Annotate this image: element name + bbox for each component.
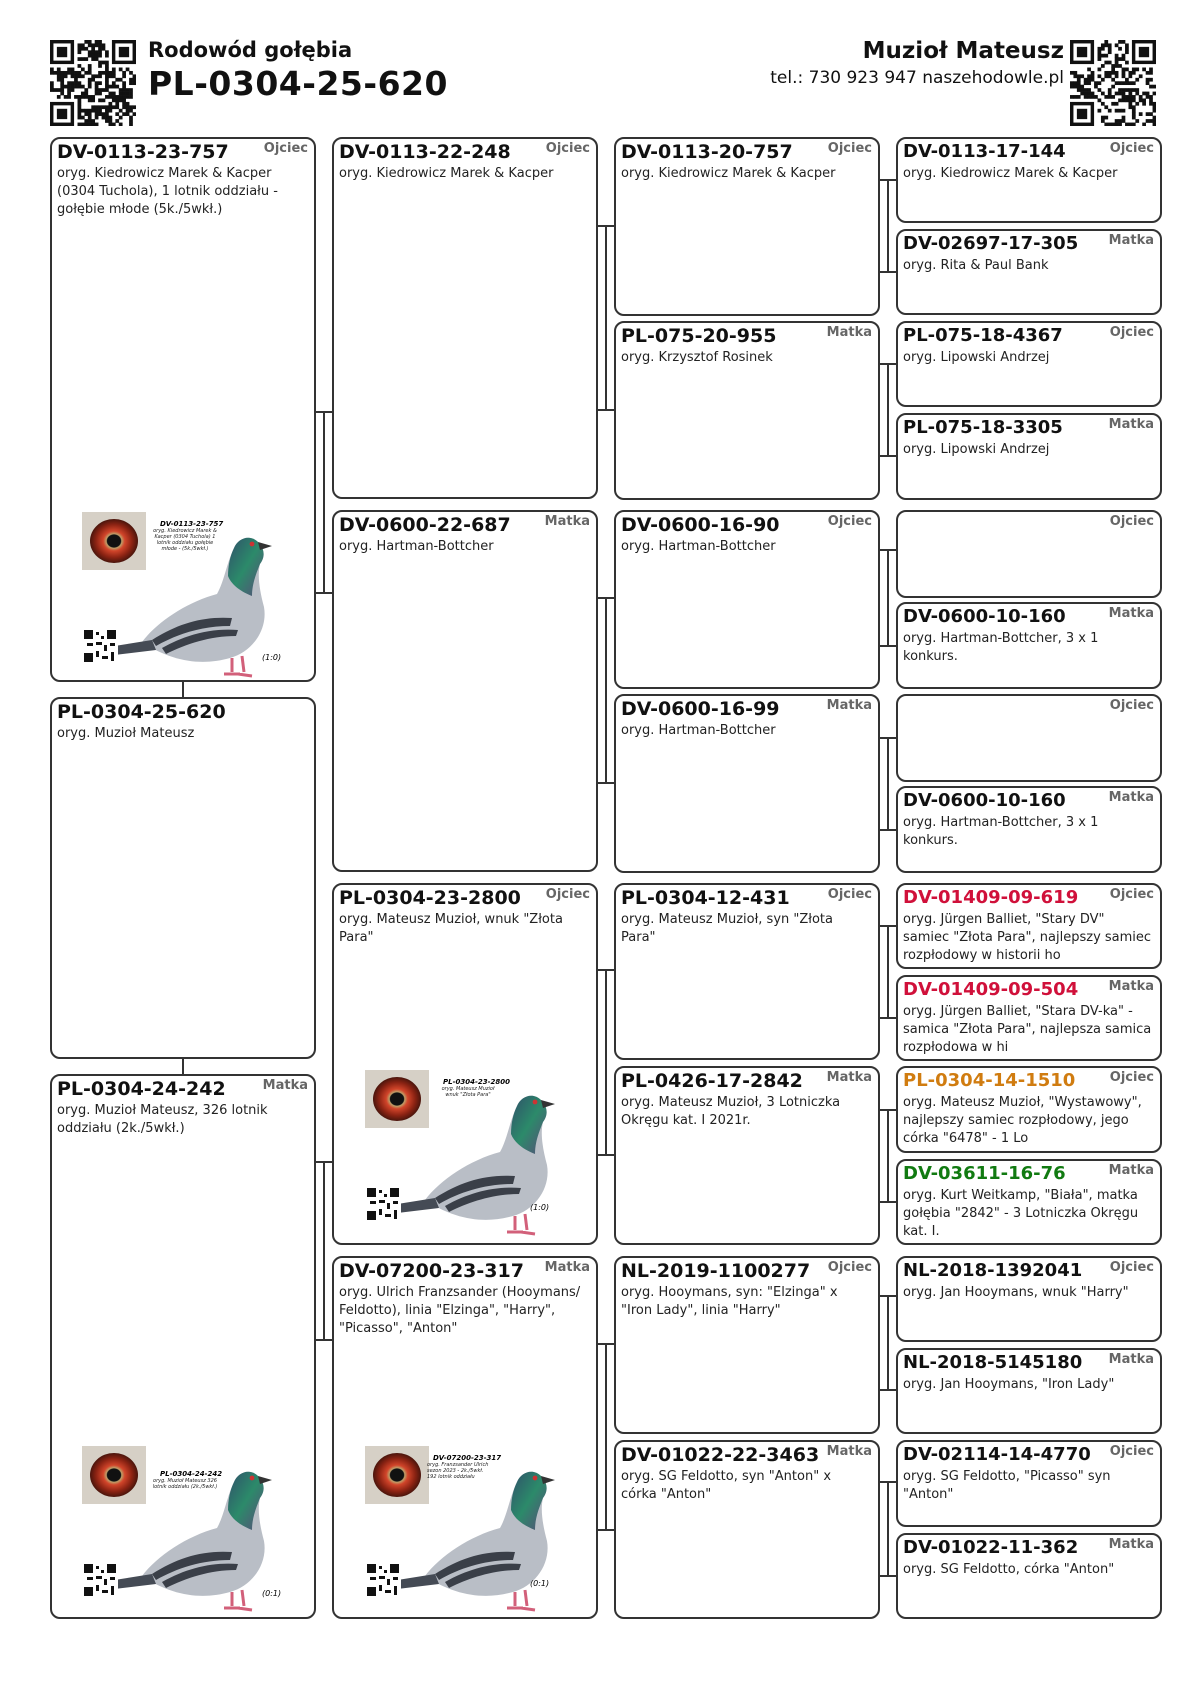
ring-number: DV-0113-20-757 — [621, 141, 793, 163]
pedigree-card-great-grandparent — [614, 1066, 880, 1245]
breeder-contact: tel.: 730 923 947 naszehodowle.pl — [770, 68, 1064, 88]
role-label: Matka — [1108, 233, 1154, 248]
card-description: oryg. Hooymans, syn: "Elzinga" x "Iron Lady", linia "Harry" — [621, 1285, 838, 1318]
card-description: oryg. SG Feldotto, "Picasso" syn "Anton" — [903, 1469, 1111, 1502]
ring-number: DV-0600-16-99 — [621, 698, 780, 720]
pedigree-card-ancestor — [896, 1256, 1162, 1342]
ring-number: PL-0304-23-2800 — [339, 887, 521, 909]
pedigree-card-ancestor — [896, 510, 1162, 598]
ring-number: DV-01409-09-619 — [903, 887, 1079, 908]
pedigree-card-great-grandparent — [614, 883, 880, 1060]
role-label: Ojciec — [827, 1260, 872, 1275]
ring-number: DV-01022-11-362 — [903, 1537, 1079, 1558]
pedigree-card-ancestor — [896, 1533, 1162, 1619]
ring-number: PL-0304-14-1510 — [903, 1070, 1076, 1091]
pedigree-card-ancestor — [896, 975, 1162, 1061]
ring-number: DV-0600-22-687 — [339, 514, 511, 536]
pedigree-card-ancestor — [896, 1440, 1162, 1527]
role-label: Matka — [1108, 417, 1154, 432]
ring-number: DV-0113-23-757 — [57, 141, 229, 163]
card-description: oryg. Lipowski Andrzej — [903, 442, 1050, 457]
role-label: Matka — [826, 1070, 872, 1085]
photo-ring: DV-0113-23-757 — [160, 520, 224, 528]
ring-number: DV-0113-22-248 — [339, 141, 511, 163]
card-description: oryg. Jürgen Balliet, "Stary DV" samiec "Złota Para", najlepszy samiec rozpłodowy w historii ho — [903, 912, 1152, 963]
photo-caption: oryg. Muzioł Mateusz 326 lotnik oddziału (2k./5wkł.) — [152, 1478, 218, 1490]
pedigree-card-great-grandparent — [614, 137, 880, 316]
card-description: oryg. Mateusz Muzioł, syn "Złota Para" — [621, 912, 833, 945]
ring-number: DV-01409-09-504 — [903, 979, 1079, 1000]
card-description: oryg. Mateusz Muzioł, "Wystawowy", najlepszy samiec rozpłodowy, jego córka "6478" - 1 Lo — [903, 1095, 1142, 1146]
photo-score: (1:0) — [262, 653, 282, 662]
pigeon-photo — [82, 1446, 287, 1616]
pedigree-card-ancestor — [896, 1348, 1162, 1434]
card-description: oryg. Mateusz Muzioł, wnuk "Złota Para" — [339, 912, 563, 945]
role-label: Matka — [1108, 979, 1154, 994]
pedigree-card-ancestor — [896, 321, 1162, 407]
ring-number: DV-02114-14-4770 — [903, 1444, 1091, 1465]
card-description: oryg. Krzysztof Rosinek — [621, 350, 773, 365]
ring-number: PL-075-18-3305 — [903, 417, 1063, 438]
photo-score: (1:0) — [530, 1203, 550, 1212]
ring-number: DV-0600-10-160 — [903, 790, 1066, 811]
pigeon-photo — [365, 1070, 570, 1240]
card-description: oryg. Kiedrowicz Marek & Kacper — [339, 166, 554, 181]
card-description: oryg. Hartman-Bottcher, 3 x 1 konkurs. — [903, 815, 1099, 848]
pedigree-card-ancestor — [896, 1066, 1162, 1153]
role-label: Ojciec — [1109, 325, 1154, 340]
pedigree-card-ancestor — [896, 786, 1162, 873]
card-description: oryg. Hartman-Bottcher — [339, 539, 494, 554]
role-label: Matka — [826, 325, 872, 340]
role-label: Ojciec — [263, 141, 308, 156]
ring-number: NL-2018-5145180 — [903, 1352, 1083, 1373]
card-description: oryg. Jürgen Balliet, "Stara DV-ka" - samica "Złota Para", najlepsza samica rozpłodowa w hi — [903, 1004, 1152, 1055]
page-title: Rodowód gołębia — [148, 38, 353, 62]
ring-number: PL-0304-24-242 — [57, 1078, 226, 1100]
role-label: Ojciec — [1109, 1070, 1154, 1085]
photo-ring: DV-07200-23-317 — [433, 1454, 502, 1462]
role-label: Ojciec — [1109, 141, 1154, 156]
pedigree-card-great-grandparent — [614, 510, 880, 689]
ring-number: PL-0304-12-431 — [621, 887, 790, 909]
card-description: oryg. Kiedrowicz Marek & Kacper (0304 Tuchola), 1 lotnik oddziału - gołębie młode (5k./5wkł.) — [57, 166, 278, 217]
role-label: Matka — [262, 1078, 308, 1093]
photo-score: (0:1) — [262, 1589, 282, 1598]
role-label: Ojciec — [827, 141, 872, 156]
pedigree-card-ancestor — [896, 883, 1162, 969]
ring-number: DV-03611-16-76 — [903, 1163, 1066, 1184]
card-description: oryg. Jan Hooymans, wnuk "Harry" — [903, 1285, 1129, 1300]
card-description: oryg. Muzioł Mateusz, 326 lotnik oddziału (2k./5wkł.) — [57, 1103, 268, 1136]
pedigree-card-ancestor — [896, 602, 1162, 689]
role-label: Matka — [1108, 606, 1154, 621]
ring-number: DV-01022-22-3463 — [621, 1444, 820, 1466]
role-label: Matka — [1108, 1163, 1154, 1178]
role-label: Matka — [544, 1260, 590, 1275]
card-description: oryg. Kiedrowicz Marek & Kacper — [903, 166, 1118, 181]
pedigree-card-ancestor — [896, 1159, 1162, 1245]
pigeon-photo — [365, 1446, 570, 1616]
ring-number: NL-2018-1392041 — [903, 1260, 1083, 1281]
card-description: oryg. Hartman-Bottcher — [621, 539, 776, 554]
photo-caption: oryg. Mateusz Muzioł wnuk "Złota Para" — [441, 1086, 495, 1098]
card-description: oryg. Muzioł Mateusz — [57, 726, 195, 741]
card-description: oryg. Hartman-Bottcher — [621, 723, 776, 738]
card-description: oryg. Rita & Paul Bank — [903, 258, 1049, 273]
card-description: oryg. Jan Hooymans, "Iron Lady" — [903, 1377, 1115, 1392]
photo-caption: oryg. Franzsander Ulrich sezon 2023 - 2k./5wkł. 192 lotnik oddziału — [427, 1462, 489, 1480]
card-description: oryg. Kiedrowicz Marek & Kacper — [621, 166, 836, 181]
pedigree-card-great-grandparent — [614, 1256, 880, 1434]
photo-caption: oryg. Kiedrowicz Marek & Kacper (0304 Tuchola) 1 lotnik oddziału gołębie młode - (5k./5wkł.) — [153, 528, 217, 552]
role-label: Ojciec — [827, 887, 872, 902]
role-label: Ojciec — [1109, 698, 1154, 713]
ring-number: PL-075-18-4367 — [903, 325, 1063, 346]
ring-number: DV-07200-23-317 — [339, 1260, 524, 1282]
pigeon-ring-number: PL-0304-25-620 — [148, 64, 448, 103]
role-label: Ojciec — [1109, 1260, 1154, 1275]
role-label: Matka — [1108, 1352, 1154, 1367]
pedigree-card-great-grandparent — [614, 1440, 880, 1619]
card-description: oryg. SG Feldotto, syn "Anton" x córka "Anton" — [621, 1469, 832, 1502]
ring-number: PL-075-20-955 — [621, 325, 777, 347]
pedigree-card-ancestor — [896, 694, 1162, 782]
photo-ring: PL-0304-24-242 — [160, 1470, 223, 1478]
card-description: oryg. Kurt Weitkamp, "Biała", matka gołębia "2842" - 3 Lotniczka Okręgu kat. I. — [903, 1188, 1139, 1239]
role-label: Ojciec — [1109, 514, 1154, 529]
role-label: Ojciec — [545, 141, 590, 156]
card-description: oryg. Ulrich Franzsander (Hooymans/ Feldotto), linia "Elzinga", "Harry", "Picasso", "Anton" — [339, 1285, 581, 1336]
card-description: oryg. Mateusz Muzioł, 3 Lotniczka Okręgu kat. I 2021r. — [621, 1095, 841, 1128]
pedigree-card-grandparent — [332, 137, 598, 499]
card-description: oryg. Hartman-Bottcher, 3 x 1 konkurs. — [903, 631, 1099, 664]
pedigree-card-subject — [50, 697, 316, 1059]
role-label: Ojciec — [827, 514, 872, 529]
ring-number: DV-02697-17-305 — [903, 233, 1079, 254]
ring-number: PL-0426-17-2842 — [621, 1070, 803, 1092]
ring-number: PL-0304-25-620 — [57, 701, 226, 723]
ring-number: DV-0600-16-90 — [621, 514, 780, 536]
breeder-name: Muzioł Mateusz — [862, 38, 1064, 64]
pedigree-card-ancestor — [896, 137, 1162, 223]
role-label: Matka — [544, 514, 590, 529]
pedigree-card-great-grandparent — [614, 321, 880, 500]
ring-number: NL-2019-1100277 — [621, 1260, 811, 1282]
role-label: Ojciec — [1109, 1444, 1154, 1459]
photo-score: (0:1) — [530, 1579, 550, 1588]
role-label: Ojciec — [545, 887, 590, 902]
role-label: Matka — [826, 1444, 872, 1459]
pedigree-card-ancestor — [896, 413, 1162, 500]
pedigree-card-ancestor — [896, 229, 1162, 315]
photo-ring: PL-0304-23-2800 — [443, 1078, 511, 1086]
ring-number: DV-0600-10-160 — [903, 606, 1066, 627]
pedigree-card-great-grandparent — [614, 694, 880, 873]
role-label: Ojciec — [1109, 887, 1154, 902]
pigeon-photo — [82, 512, 287, 682]
role-label: Matka — [1108, 1537, 1154, 1552]
card-description: oryg. SG Feldotto, córka "Anton" — [903, 1562, 1115, 1577]
ring-number: DV-0113-17-144 — [903, 141, 1066, 162]
role-label: Matka — [826, 698, 872, 713]
card-description: oryg. Lipowski Andrzej — [903, 350, 1050, 365]
pedigree-card-grandparent — [332, 510, 598, 872]
role-label: Matka — [1108, 790, 1154, 805]
